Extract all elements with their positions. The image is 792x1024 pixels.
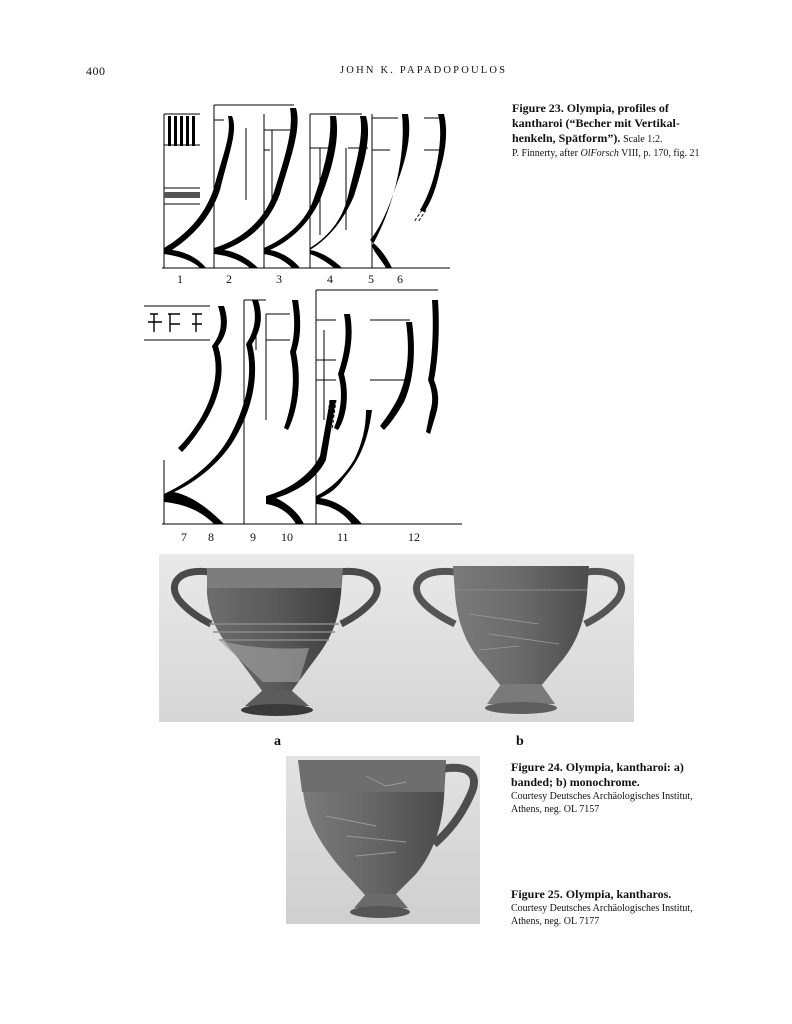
profile-number-9: 9	[250, 530, 256, 544]
profile-number-7: 7	[181, 530, 187, 544]
figure-25-caption-title: Figure 25. Olympia, kantharos.	[511, 887, 672, 901]
page-number: 400	[86, 64, 106, 78]
figure-24-caption	[511, 760, 701, 816]
figure-24-label-a: a	[274, 734, 281, 749]
figure-25-photo	[286, 756, 480, 924]
running-header-author: JOHN K. PAPADOPOULOS	[340, 65, 508, 76]
profile-number-10: 10	[281, 530, 293, 544]
figure-23-caption-credit-suffix: VIII, p. 170, fig. 21	[618, 148, 700, 159]
profile-number-4: 4	[327, 272, 333, 286]
profile-number-11: 11	[337, 530, 349, 544]
profile-number-2: 2	[226, 272, 232, 286]
profile-number-6: 6	[397, 272, 403, 286]
figure-24-caption-credit: Courtesy Deutsches Archäologisches Institut, Athens, neg. OL 7157	[511, 791, 693, 815]
figure-25-caption	[511, 887, 701, 928]
figure-23-caption	[512, 101, 702, 160]
profile-number-5: 5	[368, 272, 374, 286]
figure-23-caption-scale: Scale 1:2.	[623, 134, 663, 145]
profile-number-8: 8	[208, 530, 214, 544]
profile-number-1: 1	[177, 272, 183, 286]
figure-25-caption-credit: Courtesy Deutsches Archäologisches Institut, Athens, neg. OL 7177	[511, 903, 693, 927]
figure-23-caption-credit-prefix: P. Finnerty, after	[512, 148, 581, 159]
figure-24-caption-title: Figure 24. Olympia, kantharoi: a) banded; b) monochrome.	[511, 760, 684, 789]
figure-23-profile-drawings	[140, 100, 470, 530]
profile-number-3: 3	[276, 272, 282, 286]
profile-number-12: 12	[408, 530, 420, 544]
figure-24-label-b: b	[516, 734, 524, 749]
figure-23-caption-credit-italic: OlForsch	[580, 148, 619, 159]
figure-24-photo	[159, 554, 634, 722]
figure-23-caption-title: Figure 23. Olympia, profiles of kantharoi (“Becher mit Vertikal-henkeln, Spätform”).	[512, 101, 680, 145]
